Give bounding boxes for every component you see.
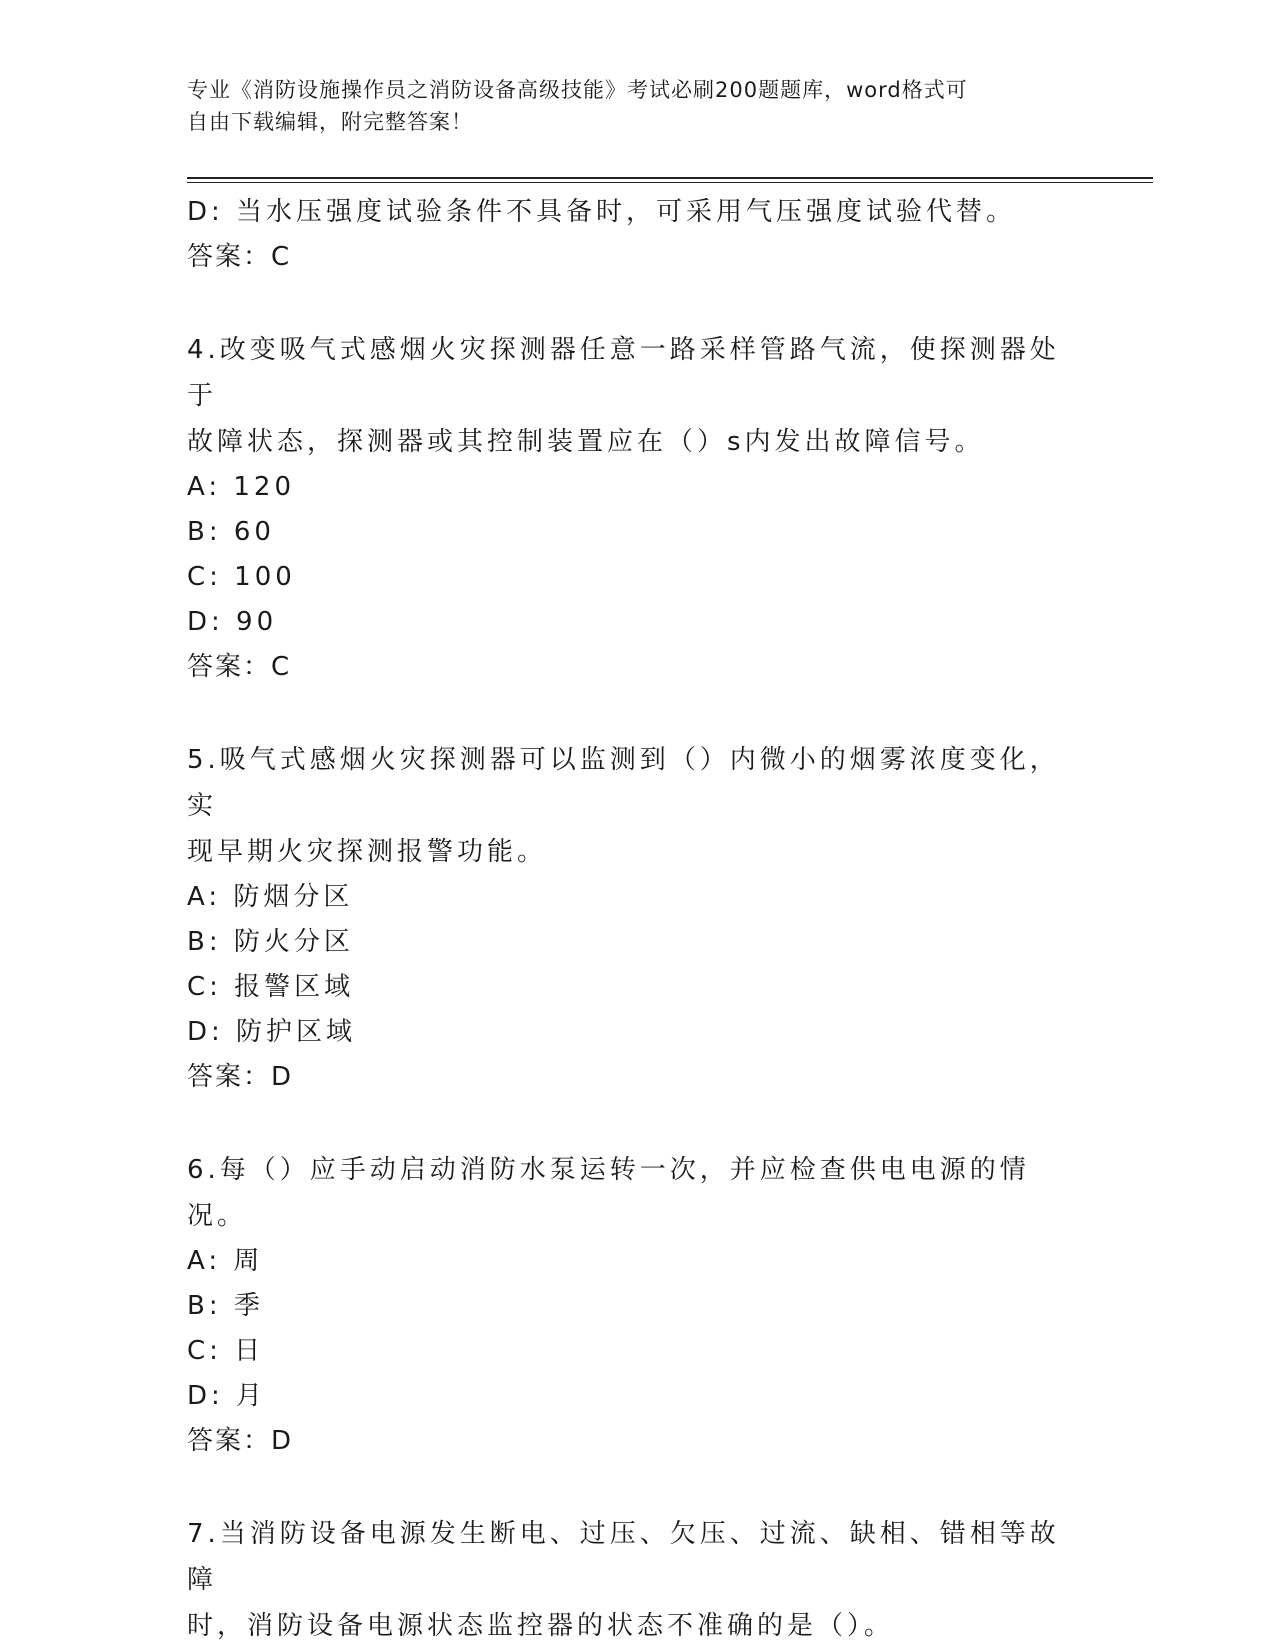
question-7	[187, 1511, 1067, 1649]
option-c: C: 100	[187, 562, 296, 592]
option-d: D: 当水压强度试验条件不具备时，可采用气压强度试验代替。	[187, 197, 1017, 227]
page-header	[187, 74, 1067, 138]
header-line-1: 专业《消防设施操作员之消防设备高级技能》考试必刷200题题库，word格式可	[187, 78, 968, 102]
option-d: D: 防护区域	[187, 1017, 357, 1047]
option-d: D: 月	[187, 1381, 267, 1411]
answer: 答案：C	[187, 652, 292, 682]
question-text-line-1: 5.吸气式感烟火灾探测器可以监测到（）内微小的烟雾浓度变化，实	[187, 745, 1060, 821]
option-a: A: 120	[187, 472, 295, 502]
question-text-line-1: 6.每（）应手动启动消防水泵运转一次，并应检查供电电源的情况。	[187, 1155, 1030, 1231]
question-6	[187, 1147, 1067, 1464]
option-a: A: 周	[187, 1246, 264, 1276]
answer: 答案：D	[187, 1426, 294, 1456]
question-text-line-2: 时，消防设备电源状态监控器的状态不准确的是（）。	[187, 1611, 895, 1641]
question-content	[187, 190, 1067, 1649]
option-a: A: 防烟分区	[187, 882, 354, 912]
question-text-line-1: 7.当消防设备电源发生断电、过压、欠压、过流、缺相、错相等故障	[187, 1519, 1060, 1595]
question-text-line-2: 现早期火灾探测报警功能。	[187, 837, 548, 867]
option-c: C: 日	[187, 1336, 265, 1366]
option-b: B: 防火分区	[187, 927, 354, 957]
question-text-line-2: 故障状态，探测器或其控制装置应在（）s内发出故障信号。	[187, 427, 985, 457]
question-5	[187, 737, 1067, 1100]
option-d: D: 90	[187, 607, 278, 637]
option-b: B: 季	[187, 1291, 264, 1321]
question-4	[187, 327, 1067, 690]
header-line-2: 自由下载编辑，附完整答案！	[187, 110, 473, 134]
header-rule-thick	[187, 177, 1153, 179]
option-c: C: 报警区域	[187, 972, 355, 1002]
answer: 答案：D	[187, 1062, 294, 1092]
option-b: B: 60	[187, 517, 275, 547]
answer: 答案：C	[187, 242, 292, 272]
question-fragment	[187, 190, 1067, 280]
question-text-line-1: 4.改变吸气式感烟火灾探测器任意一路采样管路气流，使探测器处于	[187, 335, 1060, 411]
header-rule-thin	[187, 182, 1153, 183]
